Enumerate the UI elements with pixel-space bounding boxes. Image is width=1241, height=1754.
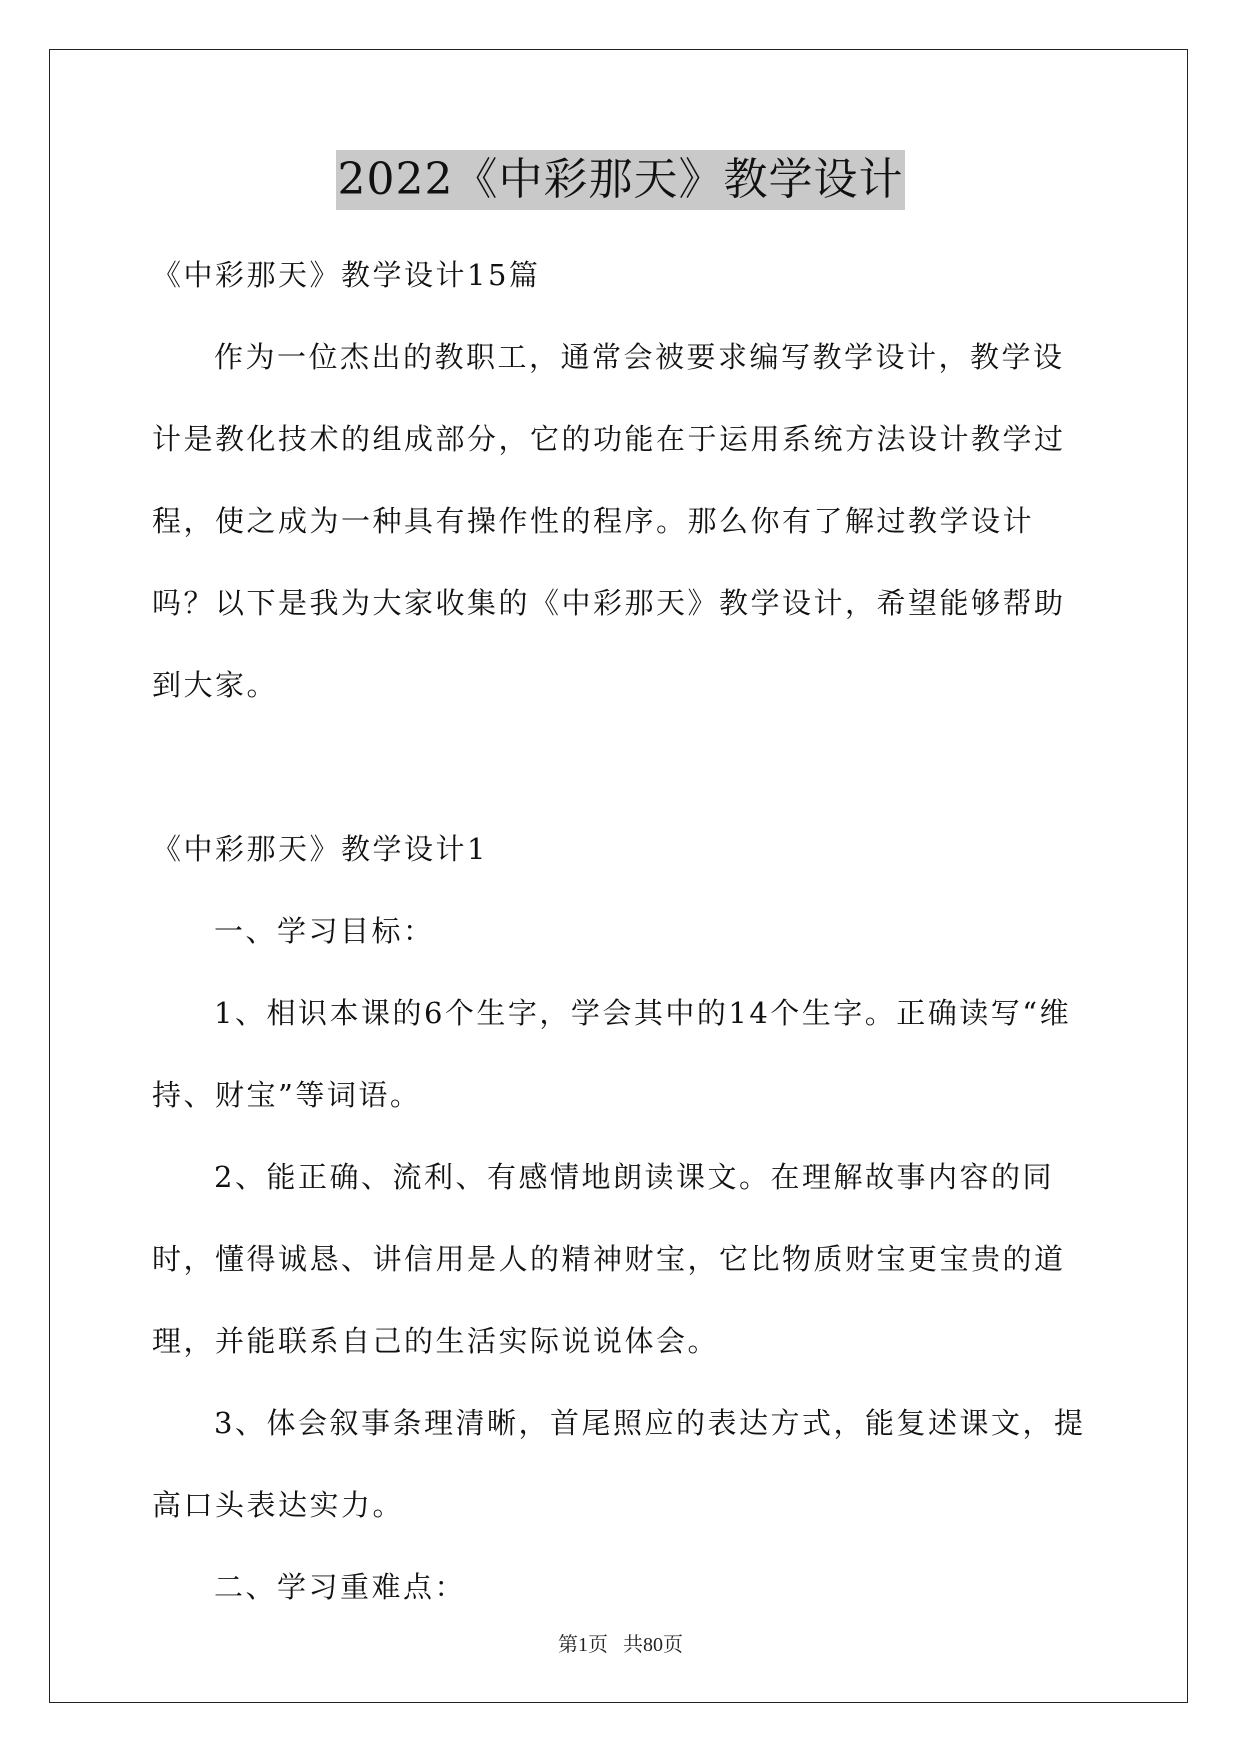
title-container — [0, 150, 1241, 210]
document-subtitle: 《中彩那天》教学设计15篇 — [152, 258, 541, 292]
page-footer — [0, 1628, 1241, 1657]
document-body — [152, 234, 1092, 1628]
goal-heading: 一、学习目标： — [214, 914, 435, 948]
difficulty-heading: 二、学习重难点： — [214, 1570, 467, 1604]
goal-item-1: 1、相识本课的6个生字，学会其中的14个生字。正确读写“维持、财宝”等词语。 — [152, 996, 1072, 1112]
section-heading: 《中彩那天》教学设计1 — [152, 832, 488, 866]
page-total: 共80页 — [623, 1634, 683, 1656]
paragraph-spacer — [152, 726, 1092, 808]
intro-paragraph: 作为一位杰出的教职工，通常会被要求编写教学设计，教学设计是教化技术的组成部分，它的功能在于运用系统方法设计教学过程，使之成为一种具有操作性的程序。那么你有了解过教学设计吗？以下是我为大家收集的《中彩那天》教学设计，希望能够帮助到大家。 — [152, 340, 1066, 702]
goal-item-3: 3、体会叙事条理清晰，首尾照应的表达方式，能复述课文，提高口头表达实力。 — [152, 1406, 1086, 1522]
page-number: 第1页 — [558, 1634, 608, 1656]
goal-item-2: 2、能正确、流利、有感情地朗读课文。在理解故事内容的同时，懂得诚恳、讲信用是人的精神财宝，它比物质财宝更宝贵的道理，并能联系自己的生活实际说说体会。 — [152, 1160, 1066, 1358]
page-title: 2022《中彩那天》教学设计 — [336, 150, 906, 210]
